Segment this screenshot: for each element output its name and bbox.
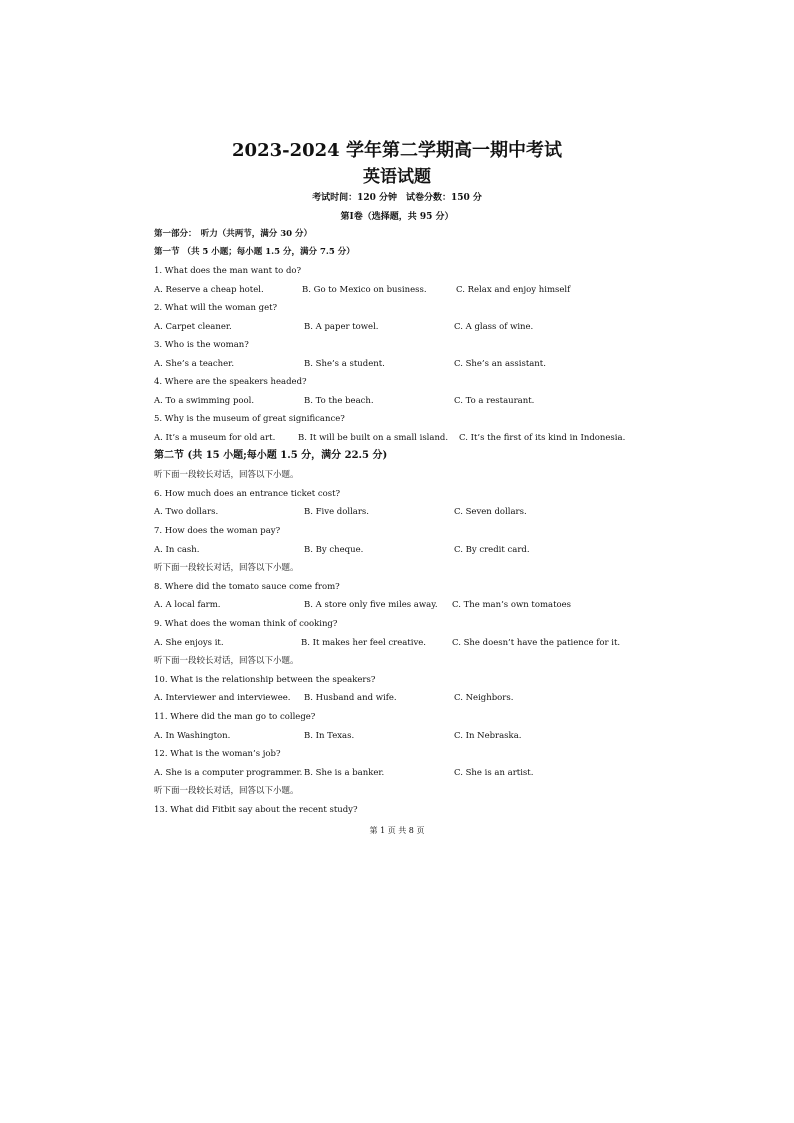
instruction-3: 听下面一段较长对话，回答以下小题。 <box>154 656 299 666</box>
q7-option-c: C. By credit card. <box>454 545 530 555</box>
exam-meta: 考试时间：120 分钟 试卷分数：150 分 <box>312 193 482 203</box>
question-11: 11. Where did the man go to college? <box>154 712 316 722</box>
exam-subtitle: 英语试题 <box>363 167 431 187</box>
q7-option-a: A. In cash. <box>154 545 200 555</box>
question-3: 3. Who is the woman? <box>154 340 249 350</box>
section1-heading: 第一节 （共 5 小题；每小题 1.5 分，满分 7.5 分） <box>154 247 355 257</box>
instruction-4: 听下面一段较长对话，回答以下小题。 <box>154 786 299 796</box>
question-9: 9. What does the woman think of cooking? <box>154 619 338 629</box>
q4-option-c: C. To a restaurant. <box>454 396 535 406</box>
q1-option-c: C. Relax and enjoy himself <box>456 285 571 295</box>
page-footer: 第 1 页 共 8 页 <box>369 826 425 835</box>
q11-option-c: C. In Nebraska. <box>454 731 522 741</box>
q7-option-b: B. By cheque. <box>304 545 364 555</box>
q1-option-a: A. Reserve a cheap hotel. <box>154 285 264 295</box>
q1-option-b: B. Go to Mexico on business. <box>302 285 427 295</box>
q6-option-a: A. Two dollars. <box>154 507 219 517</box>
q6-option-b: B. Five dollars. <box>304 507 369 517</box>
exam-title: 2023-2024 学年第二学期高一期中考试 <box>232 140 562 161</box>
question-12: 12. What is the woman’s job? <box>154 749 281 759</box>
q9-option-a: A. She enjoys it. <box>154 638 224 648</box>
q8-option-c: C. The man’s own tomatoes <box>452 600 572 610</box>
volume-heading: 第Ⅰ卷（选择题，共 95 分） <box>340 212 454 222</box>
q5-option-a: A. It’s a museum for old art. <box>154 433 276 443</box>
section2-heading: 第二节 (共 15 小题;每小题 1.5 分，满分 22.5 分) <box>154 450 388 461</box>
q10-option-c: C. Neighbors. <box>454 693 514 703</box>
q5-option-c: C. It’s the first of its kind in Indonesia. <box>459 433 626 443</box>
q9-option-c: C. She doesn’t have the patience for it. <box>452 638 621 648</box>
q3-option-a: A. She’s a teacher. <box>154 359 235 369</box>
q12-option-c: C. She is an artist. <box>454 768 534 778</box>
q2-option-a: A. Carpet cleaner. <box>154 322 232 332</box>
q12-option-b: B. She is a banker. <box>304 768 385 778</box>
question-6: 6. How much does an entrance ticket cost? <box>154 489 341 499</box>
question-8: 8. Where did the tomato sauce come from? <box>154 582 340 592</box>
instruction-2: 听下面一段较长对话，回答以下小题。 <box>154 563 299 573</box>
question-4: 4. Where are the speakers headed? <box>154 377 307 387</box>
q11-option-a: A. In Washington. <box>154 731 231 741</box>
question-7: 7. How does the woman pay? <box>154 526 281 536</box>
q2-option-c: C. A glass of wine. <box>454 322 534 332</box>
question-10: 10. What is the relationship between the speakers? <box>154 675 376 685</box>
q3-option-b: B. She’s a student. <box>304 359 385 369</box>
question-2: 2. What will the woman get? <box>154 303 278 313</box>
q6-option-c: C. Seven dollars. <box>454 507 527 517</box>
q2-option-b: B. A paper towel. <box>304 322 379 332</box>
q11-option-b: B. In Texas. <box>304 731 355 741</box>
part1-heading: 第一部分： 听力（共两节，满分 30 分） <box>154 229 312 239</box>
q12-option-a: A. She is a computer programmer. <box>154 768 303 778</box>
q8-option-a: A. A local farm. <box>154 600 221 610</box>
q3-option-c: C. She’s an assistant. <box>454 359 546 369</box>
q10-option-a: A. Interviewer and interviewee. <box>154 693 291 703</box>
q4-option-a: A. To a swimming pool. <box>154 396 255 406</box>
q10-option-b: B. Husband and wife. <box>304 693 397 703</box>
q5-option-b: B. It will be built on a small island. <box>298 433 449 443</box>
question-5: 5. Why is the museum of great significance? <box>154 414 345 424</box>
q9-option-b: B. It makes her feel creative. <box>301 638 426 648</box>
q8-option-b: B. A store only five miles away. <box>304 600 438 610</box>
q4-option-b: B. To the beach. <box>304 396 374 406</box>
instruction-1: 听下面一段较长对话，回答以下小题。 <box>154 470 299 480</box>
question-13: 13. What did Fitbit say about the recent study? <box>154 805 358 815</box>
question-1: 1. What does the man want to do? <box>154 266 302 276</box>
